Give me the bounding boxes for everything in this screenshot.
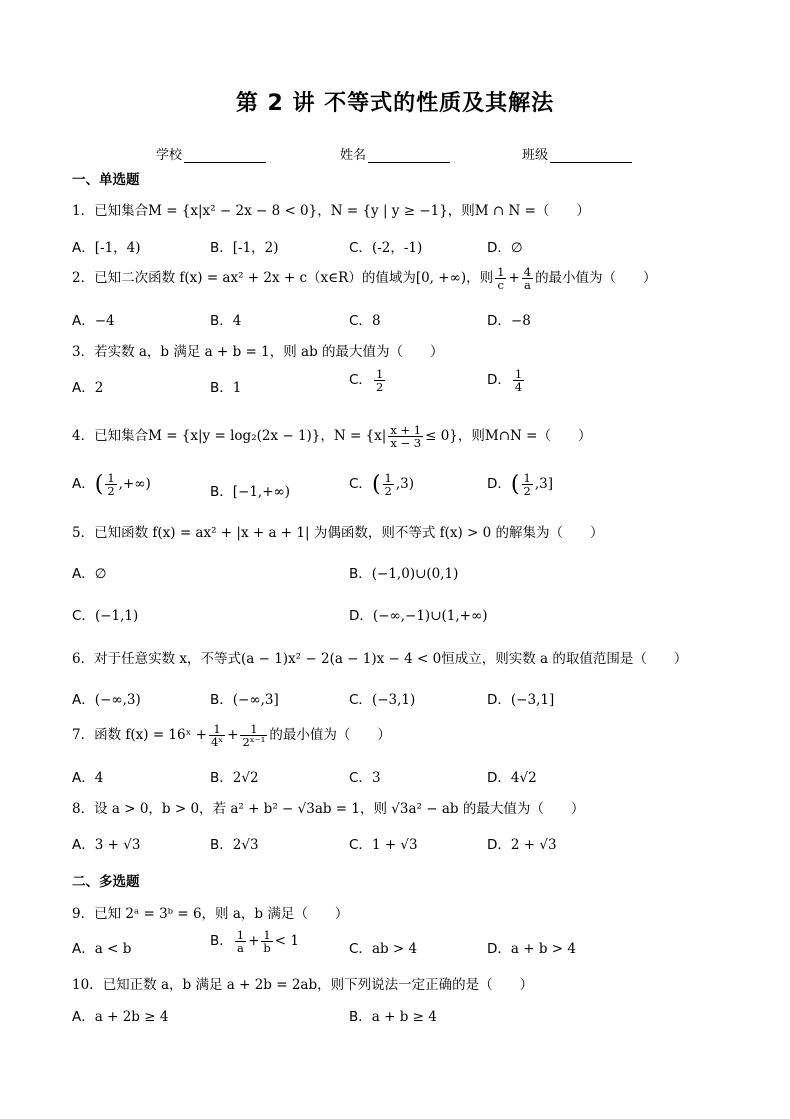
q1-option-a[interactable]: A．[-1，4) <box>72 240 141 256</box>
q7-option-d[interactable]: D．4√2 <box>487 770 537 786</box>
question-9: 9．已知 2ᵃ = 3ᵇ = 6，则 a，b 满足（ ） <box>72 906 349 922</box>
q9-option-d[interactable]: D．a + b > 4 <box>487 941 576 957</box>
section-multi-choice: 二、多选题 <box>72 874 140 890</box>
question-3: 3．若实数 a，b 满足 a + b = 1，则 ab 的最大值为（ ） <box>72 344 444 360</box>
question-7: 7．函数 f(x) = 16ˣ + $\frac{1}{\text{4ˣ}}$ + $\frac{1}{\text{2ˣ⁻¹}}$ 的最小值为（ ） <box>72 722 391 750</box>
fraction: $\frac{1}{\text{4ˣ}}$ <box>210 722 224 750</box>
q2-option-a[interactable]: A．−4 <box>72 313 115 329</box>
q2-option-b[interactable]: B．4 <box>210 313 242 329</box>
q8-option-c[interactable]: C．1 + √3 <box>349 837 418 853</box>
q3-option-c[interactable]: C． $\frac{1}{2}$ <box>349 367 384 395</box>
q7-option-c[interactable]: C．3 <box>349 770 381 786</box>
q8-option-b[interactable]: B．2√3 <box>210 837 259 853</box>
fraction: $\frac{1}{c}$ <box>497 265 505 293</box>
question-10: 10．已知正数 a，b 满足 a + 2b = 2ab，则下列说法一定正确的是（ ） <box>72 977 534 993</box>
name-blank[interactable] <box>368 150 450 163</box>
q4-option-b[interactable]: B．[−1,+∞) <box>210 484 291 500</box>
q3-option-a[interactable]: A．2 <box>72 380 104 396</box>
q1-option-d[interactable]: D．∅ <box>487 240 523 256</box>
q6-option-c[interactable]: C．(−3,1) <box>349 692 416 708</box>
question-1: 1．已知集合M = {x|x² − 2x − 8 < 0}，N = {y | y ≥ −1}，则M ∩ N =（ ） <box>72 203 590 219</box>
class-blank[interactable] <box>550 150 632 163</box>
name-field: 姓名 <box>340 144 450 163</box>
q7-option-a[interactable]: A．4 <box>72 770 104 786</box>
school-field: 学校 <box>156 144 266 163</box>
q6-option-d[interactable]: D．(−3,1] <box>487 692 555 708</box>
q5-option-c[interactable]: C．(−1,1) <box>72 608 139 624</box>
q9-option-c[interactable]: C．ab > 4 <box>349 941 418 957</box>
q6-option-a[interactable]: A．(−∞,3) <box>72 692 141 708</box>
q9-option-a[interactable]: A．a < b <box>72 941 132 957</box>
q10-option-a[interactable]: A．a + 2b ≥ 4 <box>72 1009 169 1025</box>
q4-option-a[interactable]: A．( $\frac{1}{2}$ ,+∞) <box>72 471 151 499</box>
class-field: 班级 <box>522 144 632 163</box>
question-4: 4．已知集合M = {x|y = log₂(2x − 1)}，N = {x| $\frac{x + 1}{x - 3}$ ≤ 0}，则M∩N =（ ） <box>72 423 592 451</box>
q2-option-d[interactable]: D．−8 <box>487 313 531 329</box>
q1-option-c[interactable]: C．(-2，-1) <box>349 240 423 256</box>
q8-option-d[interactable]: D．2 + √3 <box>487 837 557 853</box>
question-6: 6．对于任意实数 x，不等式(a − 1)x² − 2(a − 1)x − 4 < 0恒成立，则实数 a 的取值范围是（ ） <box>72 651 688 667</box>
q3-option-b[interactable]: B．1 <box>210 380 242 396</box>
q9-option-b[interactable]: B． $\frac{1}{a}$ + $\frac{1}{b}$ < 1 <box>210 928 299 956</box>
q4-option-c[interactable]: C．( $\frac{1}{2}$ ,3) <box>349 471 415 499</box>
q5-option-b[interactable]: B．(−1,0)∪(0,1) <box>349 566 459 582</box>
q5-option-a[interactable]: A．∅ <box>72 566 107 582</box>
fraction: $\frac{1}{2}$ <box>375 367 384 395</box>
fraction: $\frac{x + 1}{x - 3}$ <box>390 423 422 451</box>
q3-option-d[interactable]: D． $\frac{1}{4}$ <box>487 367 523 395</box>
q1-option-b[interactable]: B．[-1，2) <box>210 240 279 256</box>
question-2: 2．已知二次函数 f(x) = ax² + 2x + c（x∈R）的值域为[0, +∞)，则 $\frac{1}{c}$ + $\frac{4}{a}$ 的最小值为（ ） <box>72 265 657 293</box>
q10-option-b[interactable]: B．a + b ≥ 4 <box>349 1009 437 1025</box>
page-title: 第 2 讲 不等式的性质及其解法 <box>235 91 555 116</box>
q5-option-d[interactable]: D．(−∞,−1)∪(1,+∞) <box>349 608 488 624</box>
q4-option-d[interactable]: D．( $\frac{1}{2}$ ,3] <box>487 471 553 499</box>
q8-option-a[interactable]: A．3 + √3 <box>72 837 141 853</box>
question-8: 8．设 a > 0，b > 0，若 a² + b² − √3ab = 1，则 √3a² − ab 的最大值为（ ） <box>72 801 585 817</box>
fraction: $\frac{1}{\text{2ˣ⁻¹}}$ <box>242 722 266 750</box>
fraction: $\frac{1}{4}$ <box>514 367 523 395</box>
section-single-choice: 一、单选题 <box>72 172 140 188</box>
question-5: 5．已知函数 f(x) = ax² + |x + a + 1| 为偶函数，则不等式 f(x) > 0 的解集为（ ） <box>72 525 604 541</box>
fraction: $\frac{4}{a}$ <box>523 265 532 293</box>
school-blank[interactable] <box>184 150 266 163</box>
q6-option-b[interactable]: B．(−∞,3] <box>210 692 279 708</box>
q2-option-c[interactable]: C．8 <box>349 313 381 329</box>
q7-option-b[interactable]: B．2√2 <box>210 770 259 786</box>
